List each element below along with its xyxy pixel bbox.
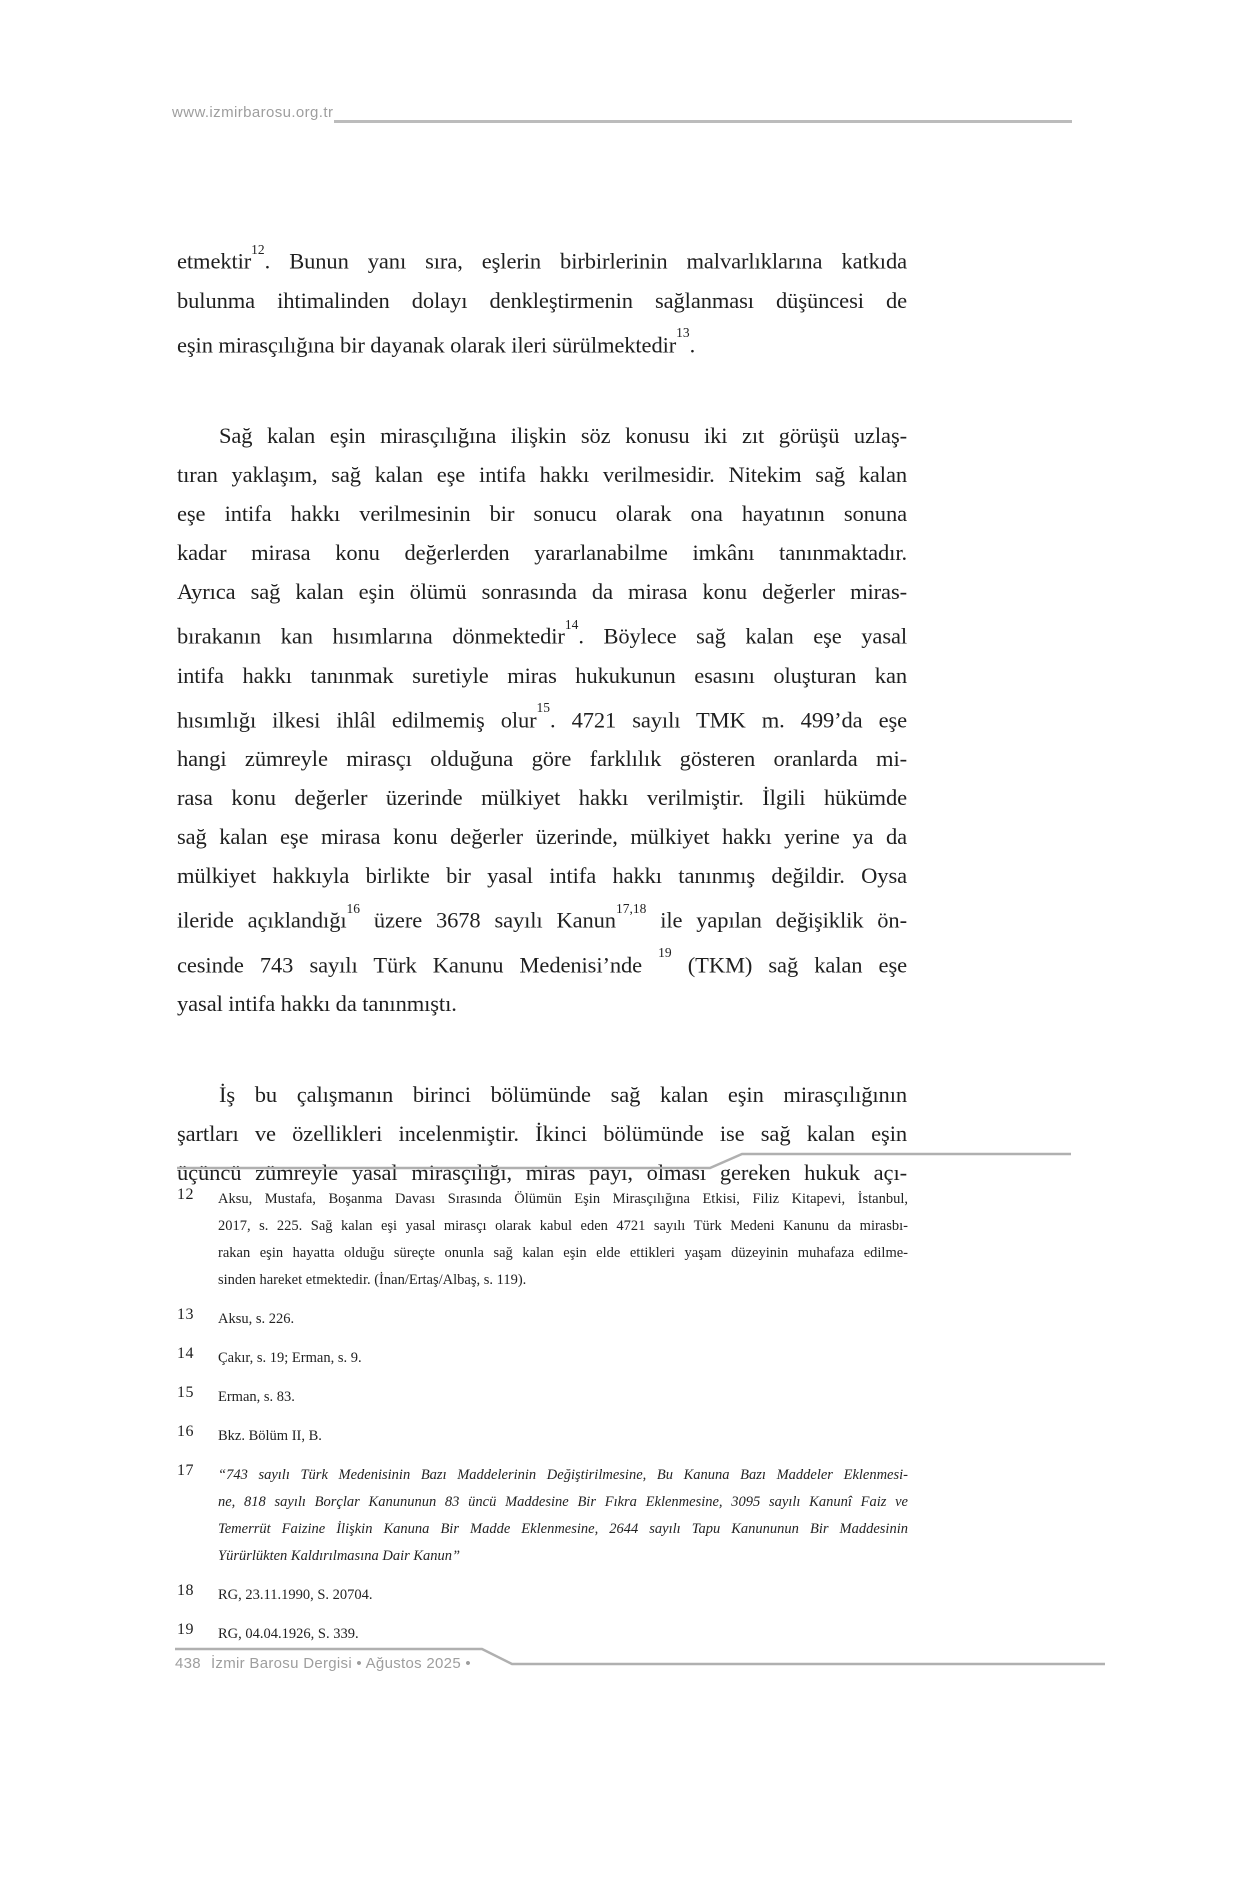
body-line: üçüncü zümreyle yasal mirasçılığı, miras payı, olması gereken hukuk açı- — [177, 1160, 907, 1185]
body-line: tıran yaklaşım, sağ kalan eşe intifa hakkı verilmesidir. Nitekim sağ kalan — [177, 462, 907, 487]
footnote-line: rakan eşin hayatta olduğu süreçte onunla sağ kalan eşin elde ettikleri yaşam düzeyinin muhafaza edilme- — [218, 1245, 908, 1261]
footnote-reference: 12 — [251, 241, 265, 257]
footnote-number: 15 — [177, 1384, 194, 1401]
footnote-reference: 13 — [676, 325, 690, 341]
footnote-item — [177, 1384, 908, 1411]
body-line: intifa hakkı tanınmak suretiyle miras hukukunun esasını oluşturan kan — [177, 662, 907, 688]
footnote-item — [177, 1306, 908, 1333]
footnote-number: 16 — [177, 1423, 194, 1440]
footnote-reference: 15 — [536, 700, 551, 716]
footnote-reference: 17,18 — [615, 900, 647, 916]
body-text — [177, 236, 907, 1244]
footnotes-section — [177, 1186, 908, 1660]
body-line: hangi zümreyle mirasçı olduğuna göre farklılık gösteren oranlarda mi- — [177, 746, 907, 771]
footnote-reference: 19 — [658, 945, 672, 961]
footnote-item — [177, 1345, 908, 1372]
footnote-line: Erman, s. 83. — [218, 1389, 295, 1405]
footer-journal-title: İzmir Barosu Dergisi • Ağustos 2025 • — [210, 1655, 471, 1672]
body-line: Sağ kalan eşin mirasçılığına ilişkin söz konusu iki zıt görüşü uzlaş- — [219, 423, 907, 448]
body-line: kadar mirasa konu değerlerden yararlanabilme imkânı tanınmaktadır. — [177, 540, 907, 565]
body-line: sağ kalan eşe mirasa konu değerler üzerinde, mülkiyet hakkı yerine ya da — [177, 824, 907, 849]
paragraph — [177, 416, 907, 1023]
footnote-reference: 14 — [564, 616, 579, 632]
body-line: Ayrıca sağ kalan eşin ölümü sonrasında da mirasa konu değerler miras- — [177, 579, 907, 604]
header-rule — [334, 120, 1072, 123]
footnote-line: RG, 23.11.1990, S. 20704. — [218, 1587, 373, 1603]
page-footer — [175, 1655, 471, 1672]
footnote-reference: 16 — [346, 900, 361, 916]
body-line: yasal intifa hakkı da tanınmıştı. — [177, 991, 457, 1016]
body-line: ileride açıklandığı$^{16}$ üzere 3678 sayılı Kanun$^{17,18}$ ile yapılan değişiklik ön- — [177, 900, 907, 933]
body-line: cesinde 743 sayılı Türk Kanunu Medenisi’nde $^{19}$ (TKM) sağ kalan eşe — [177, 945, 907, 977]
footnote-number: 18 — [177, 1582, 194, 1599]
footnote-item — [177, 1186, 908, 1294]
footnote-line: RG, 04.04.1926, S. 339. — [218, 1626, 359, 1642]
body-line: eşin mirasçılığına bir dayanak olarak ileri sürülmektedir$^{13}$. — [177, 325, 696, 357]
footnote-item — [177, 1462, 908, 1570]
footnote-line: Bkz. Bölüm II, B. — [218, 1428, 322, 1444]
body-line: bulunma ihtimalinden dolayı denkleştirmenin sağlanması düşüncesi de — [177, 287, 907, 313]
footnote-number: 14 — [177, 1345, 194, 1362]
footnote-line: “743 sayılı Türk Medenisinin Bazı Maddelerinin Değiştirilmesine, Bu Kanuna Bazı Maddeler Eklenmesi- — [218, 1467, 908, 1483]
body-line: mülkiyet hakkıyla birlikte bir yasal intifa hakkı tanınmış değildir. Oysa — [177, 863, 907, 888]
footnote-line: Aksu, s. 226. — [218, 1311, 295, 1327]
footnote-item — [177, 1423, 908, 1450]
header-site-url: www.izmirbarosu.org.tr — [172, 104, 334, 121]
footer-page-number: 438 — [175, 1655, 201, 1672]
footnote-line: Yürürlükten Kaldırılmasına Dair Kanun” — [218, 1548, 461, 1564]
footnote-number: 13 — [177, 1306, 194, 1323]
body-line: hısımlığı ilkesi ihlâl edilmemiş olur$^{15}$. 4721 sayılı TMK m. 499’da eşe — [177, 700, 908, 732]
footnote-line: 2017, s. 225. Sağ kalan eşi yasal mirasçı olarak kabul eden 4721 sayılı Türk Medeni Kanunu da mirasbı- — [218, 1218, 908, 1234]
footnote-item — [177, 1582, 908, 1609]
footnote-separator-rule — [177, 1150, 1077, 1174]
footnote-line: Çakır, s. 19; Erman, s. 9. — [218, 1350, 362, 1366]
footnote-item — [177, 1621, 908, 1648]
body-line: şartları ve özellikleri incelenmiştir. İkinci bölümünde ise sağ kalan eşin — [177, 1121, 907, 1146]
footnote-line: Temerrüt Faizine İlişkin Kanuna Bir Madde Eklenmesine, 2644 sayılı Tapu Kanununun Bir Maddesinin — [218, 1521, 908, 1537]
paragraph — [177, 1075, 907, 1192]
footnote-number: 19 — [177, 1621, 194, 1638]
body-line: bırakanın kan hısımlarına dönmektedir$^{14}$. Böylece sağ kalan eşe yasal — [177, 616, 908, 649]
footnote-number: 17 — [177, 1462, 194, 1479]
footnote-line: ne, 818 sayılı Borçlar Kanununun 83 üncü Maddesine Bir Fıkra Eklenmesine, 3095 sayılı Kanunî Faiz ve — [218, 1494, 908, 1510]
body-line: rasa konu değerler üzerinde mülkiyet hakkı verilmiştir. İlgili hükümde — [177, 785, 907, 810]
footnote-line: Aksu, Mustafa, Boşanma Davası Sırasında Ölümün Eşin Mirasçılığına Etkisi, Filiz Kitapevi, İstanbul, — [218, 1191, 908, 1207]
footnote-number: 12 — [177, 1186, 194, 1203]
body-line: İş bu çalışmanın birinci bölümünde sağ kalan eşin mirasçılığının — [219, 1082, 907, 1107]
body-line: eşe intifa hakkı verilmesinin bir sonucu olarak ona hayatının sonuna — [177, 501, 907, 526]
footnote-line: sinden hareket etmektedir. (İnan/Ertaş/Albaş, s. 119). — [218, 1272, 527, 1288]
body-line: etmektir$^{12}$. Bunun yanı sıra, eşlerin birbirlerinin malvarlıklarına katkıda — [177, 241, 907, 274]
paragraph — [177, 236, 907, 364]
